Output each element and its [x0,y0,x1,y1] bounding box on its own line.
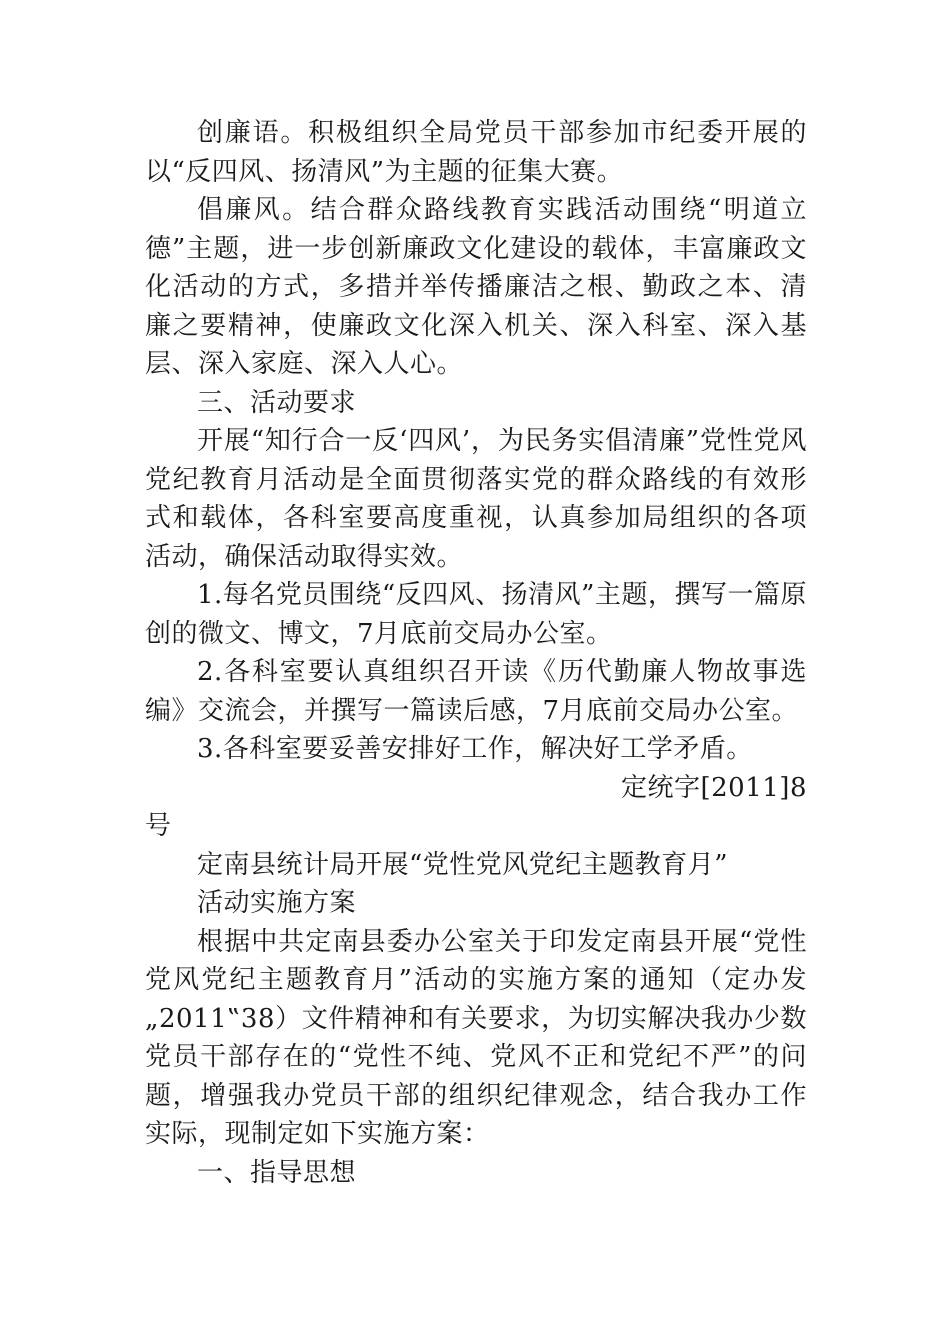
paragraph-introduction: 根据中共定南县委办公室关于印发定南县开展“党性党风党纪主题教育月”活动的实施方案的通知（定办发„2011‟38）文件精神和有关要求，为切实解决我办少数党员干部存在的“党性不纯、党风不正和党纪不严”的问题，增强我办党员干部的组织纪律观念，结合我办工作实际，现制定如下实施方案： [145,926,807,1149]
list-item-2: 2.各科室要认真组织召开读《历代勤廉人物故事选编》交流会，并撰写一篇读后感，7月底前交局办公室。 [145,657,807,726]
document-number: 定统字[2011]8 [621,772,807,803]
section-heading-guiding-ideology: 一、指导思想 [197,1157,357,1188]
section-heading-activity-requirements: 三、活动要求 [197,387,357,418]
document-body [145,114,807,1192]
paragraph-chang-lian-feng: 倡廉风。结合群众路线教育实践活动围绕“明道立德”主题，进一步创新廉政文化建设的载体，丰富廉政文化活动的方式，多措并举传播廉洁之根、勤政之本、清廉之要精神，使廉政文化深入机关、深入科室、深入基层、深入家庭、深入人心。 [145,195,807,379]
document-number-suffix: 号 [145,811,172,841]
document-title-line-1: 定南县统计局开展“党性党风党纪主题教育月” [197,849,729,880]
list-item-3: 3.各科室要妥善安排好工作，解决好工学矛盾。 [197,734,753,764]
list-item-1: 1.每名党员围绕“反四风、扬清风”主题，撰写一篇原创的微文、博文，7月底前交局办公室。 [145,580,807,649]
paragraph-chuang-lian-yu: 创廉语。积极组织全局党员干部参加市纪委开展的以“反四风、扬清风”为主题的征集大赛。 [145,118,807,187]
paragraph-activity-requirements: 开展“知行合一反‘四风’，为民务实倡清廉”党性党风党纪教育月活动是全面贯彻落实党的群众路线的有效形式和载体，各科室要高度重视，认真参加局组织的各项活动，确保活动取得实效。 [145,426,807,572]
document-title-line-2: 活动实施方案 [197,888,357,918]
